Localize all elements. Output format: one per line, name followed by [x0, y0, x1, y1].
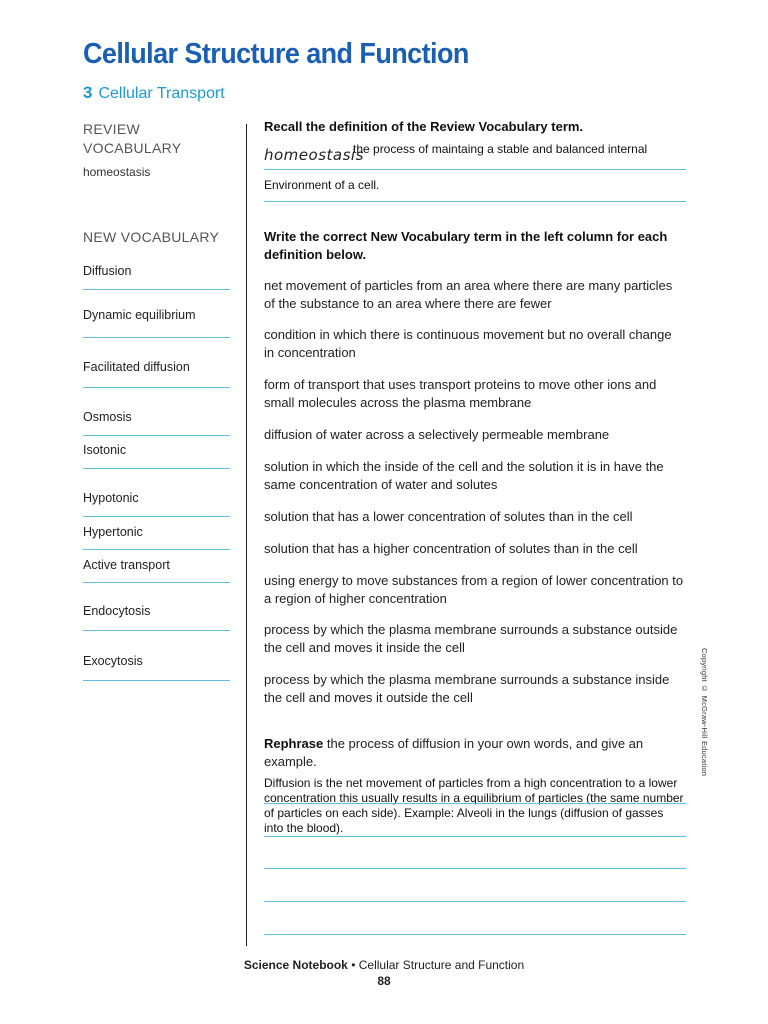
- definition-7: solution that has a higher concentration of solutes than in the cell: [264, 541, 638, 556]
- handwritten-term: homeostasis: [264, 146, 364, 164]
- vocab-term-dynamic-equilibrium: Dynamic equilibrium: [83, 308, 196, 322]
- definition-2: condition in which there is continuous movement but no overall change in concentration: [264, 327, 672, 360]
- answer-rule: [264, 868, 686, 869]
- new-vocabulary-heading: NEW VOCABULARY: [83, 229, 220, 245]
- review-answer-line-2: Environment of a cell.: [264, 178, 380, 192]
- review-heading-line-1: REVIEW: [83, 121, 141, 137]
- definition-3: form of transport that uses transport proteins to move other ions and small molecules across the plasma membrane: [264, 377, 657, 410]
- review-vocabulary-heading: [83, 120, 181, 158]
- footer-chapter: Cellular Structure and Function: [358, 958, 525, 972]
- footer-notebook: Science Notebook: [243, 958, 348, 972]
- definition-6: solution that has a lower concentration of solutes than in the cell: [264, 509, 633, 524]
- rephrase-bold-word: Rephrase: [264, 736, 324, 751]
- definition-9: process by which the plasma membrane surrounds a substance outside the cell and moves it inside the cell: [264, 622, 678, 655]
- vocab-term-line: [83, 582, 230, 583]
- review-heading-line-2: VOCABULARY: [83, 140, 182, 156]
- section-title: Cellular Transport: [98, 85, 225, 102]
- answer-rule: [264, 934, 686, 935]
- vocab-term-line: [83, 435, 230, 436]
- answer-rule: [264, 836, 686, 837]
- review-prompt: Recall the definition of the Review Vocabulary term.: [264, 119, 584, 134]
- review-answer-line-1: the process of maintaing a stable and balanced internal: [353, 142, 648, 156]
- vocab-term-facilitated-diffusion: Facilitated diffusion: [83, 360, 190, 374]
- answer-rule: [264, 201, 686, 202]
- review-term: homeostasis: [83, 165, 151, 179]
- definition-5: solution in which the inside of the cell and the solution it is in have the same concentration of water and solutes: [264, 459, 664, 492]
- vocab-term-line: [83, 337, 230, 338]
- vocab-term-line: [83, 387, 230, 388]
- definition-10: process by which the plasma membrane surrounds a substance inside the cell and moves it outside the cell: [264, 672, 670, 705]
- vocab-term-endocytosis: Endocytosis: [83, 604, 151, 618]
- copyright-notice: Copyright © McGraw-Hill Education: [700, 648, 709, 777]
- vocab-term-hypotonic: Hypotonic: [83, 491, 139, 505]
- answer-rule: [264, 803, 686, 804]
- definition-4: diffusion of water across a selectively permeable membrane: [264, 427, 610, 442]
- vocab-term-line: [83, 468, 230, 469]
- vocab-term-active-transport: Active transport: [83, 558, 170, 572]
- vocab-term-line: [83, 289, 230, 290]
- vocab-term-exocytosis: Exocytosis: [83, 654, 143, 668]
- vocab-term-isotonic: Isotonic: [83, 443, 127, 457]
- rephrase-answer: Diffusion is the net movement of particles from a high concentration to a lower concentration this usually results in a equilibrium of particles (the same number of particles on each side). Example: Alveoli in the lungs (diffusion of gasses into the blood).: [264, 776, 684, 835]
- definition-1: net movement of particles from an area where there are many particles of the substance to an area where there are fewer: [264, 278, 673, 311]
- new-vocab-prompt: Write the correct New Vocabulary term in the left column for each definition below.: [264, 229, 668, 262]
- vocab-term-diffusion: Diffusion: [83, 264, 132, 278]
- section-number: 3: [83, 83, 93, 102]
- vocab-term-line: [83, 680, 230, 681]
- vocab-term-line: [83, 516, 230, 517]
- answer-rule: [264, 169, 686, 170]
- vocab-term-osmosis: Osmosis: [83, 410, 132, 424]
- vocab-term-hypertonic: Hypertonic: [83, 525, 143, 539]
- definition-8: using energy to move substances from a region of lower concentration to a region of higher concentration: [264, 573, 684, 606]
- page-number: 88: [377, 974, 391, 988]
- vocab-term-line: [83, 630, 230, 631]
- column-divider: [246, 124, 247, 946]
- footer-separator: •: [347, 958, 359, 972]
- rephrase-prompt: [264, 735, 684, 770]
- section-heading: [83, 83, 225, 103]
- answer-rule: [264, 901, 686, 902]
- rephrase-prompt-text: the process of diffusion in your own words, and give an example.: [264, 736, 644, 769]
- page-title: Cellular Structure and Function: [83, 38, 469, 70]
- vocab-term-line: [83, 549, 230, 550]
- page-footer: [0, 958, 768, 972]
